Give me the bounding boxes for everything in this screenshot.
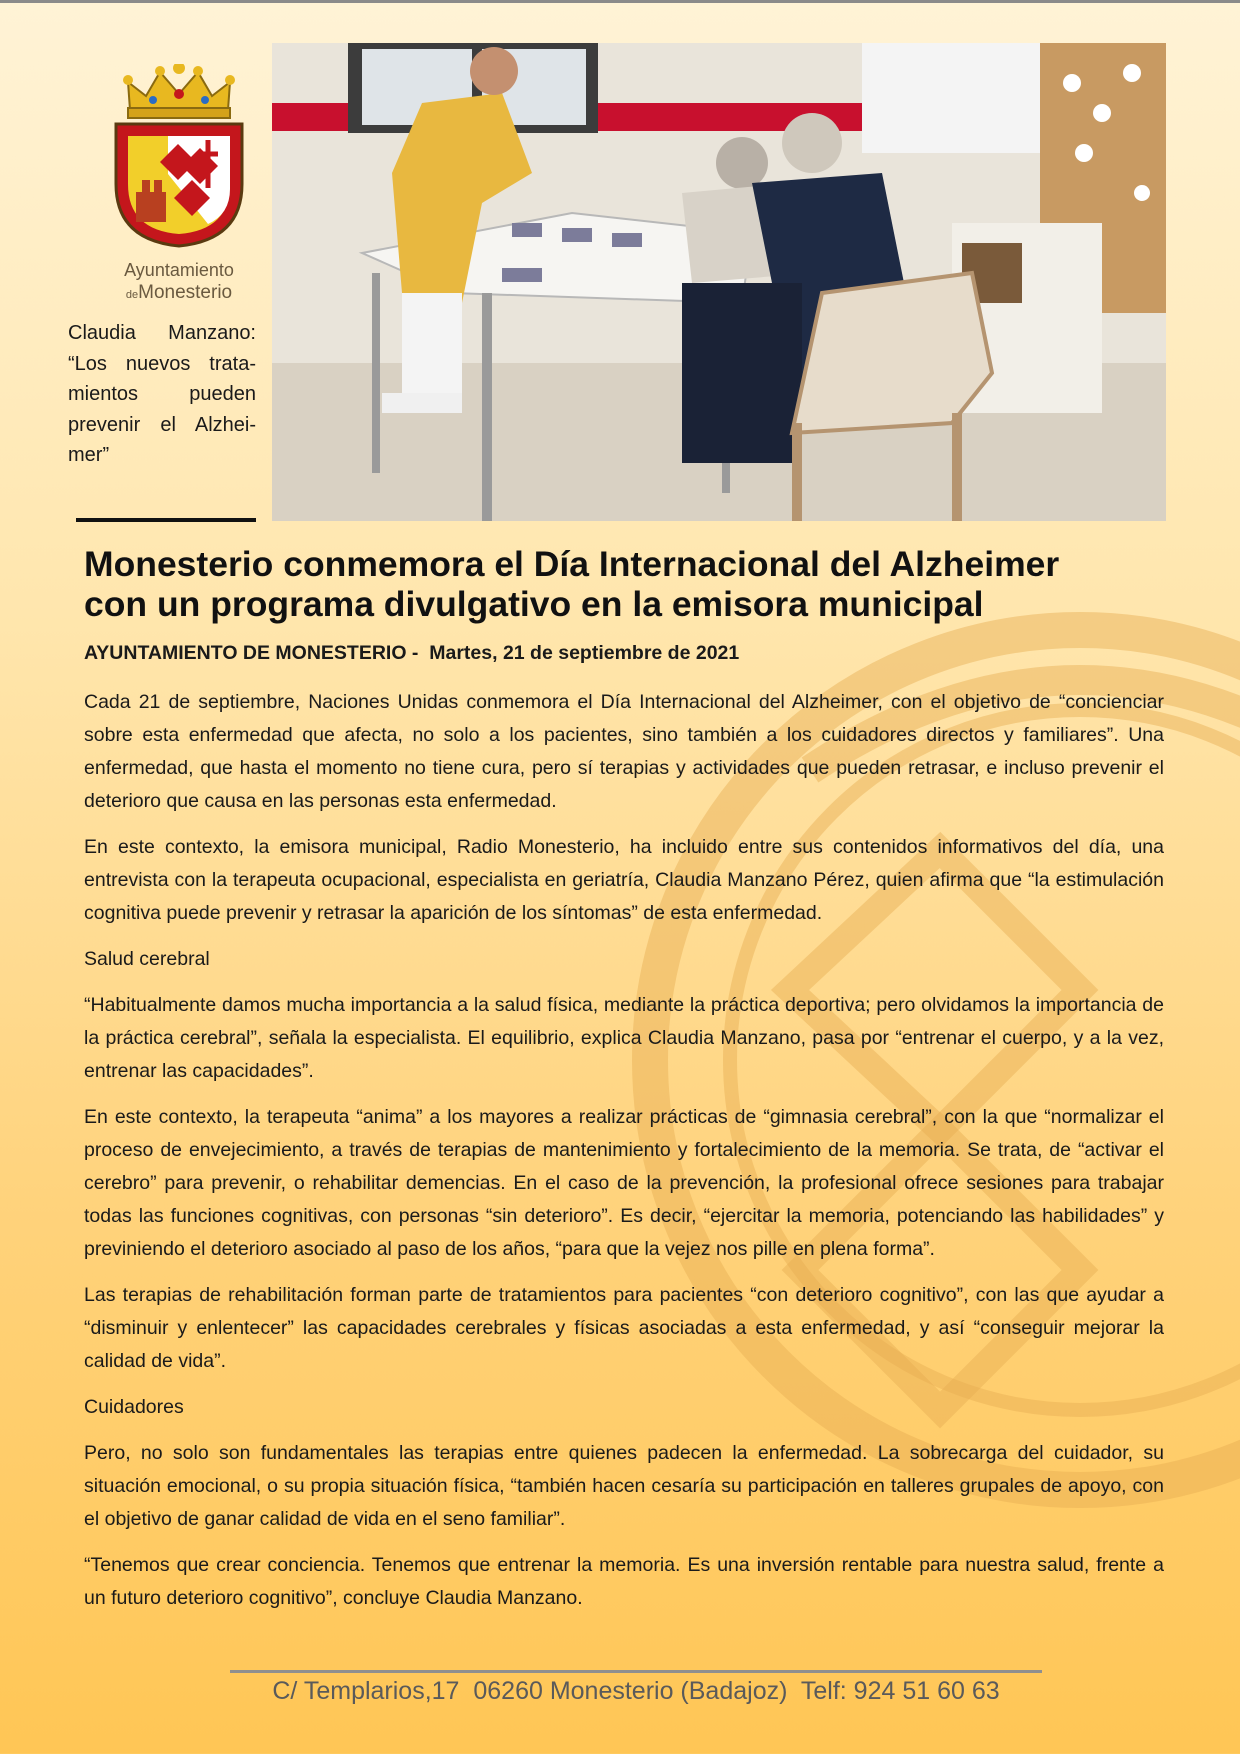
- paragraph-5: Las terapias de rehabilitación forman parte de tratamientos para pacientes “con deterioro cognitivo”, con las que ayudar a “disminuir y enlentecer” las capacidades cerebrales y físicas asociadas a esta enfermedad, y así “conseguir mejorar la calidad de vida”.: [84, 1284, 1164, 1372]
- crest-text-line2: Monesterio: [138, 282, 233, 303]
- top-border: [0, 0, 1240, 3]
- subheading-cuidadores: Cuidadores: [84, 1396, 184, 1418]
- crest-text-prefix: de: [125, 289, 139, 301]
- svg-text:deMonesterio: [126, 282, 232, 303]
- paragraph-2: En este contexto, la emisora municipal, Radio Monesterio, ha incluido entre sus contenidos informativos del día, una entrevista con la terapeuta ocupacional, especialista en geriatría, Claudia Manzano Pérez, quien afirma que “la estimulación cognitiva puede prevenir y retrasar la aparición de los síntomas” de esta enfermedad.: [84, 836, 1164, 924]
- crest-text-line1: Ayuntamiento: [124, 260, 234, 280]
- paragraph-4: En este contexto, la terapeuta “anima” a los mayores a realizar prácticas de “gimnasia cerebral”, con la que “normalizar el proceso de envejecimiento, a través de terapias de mantenimiento y fortalecimiento de la memoria. Se trata, de “activar el cerebro” para prevenir, o rehabilitar demencias. En el caso de la prevención, la profesional ofrece sesiones para trabajar todas las funciones cognitivas, con personas “sin deterioro”. Es decir, “ejercitar la memoria, potenciando las habilidades” y previniendo el deterioro asociado al paso de los años, “para que la vejez nos pille en plena forma”.: [84, 1106, 1164, 1260]
- photo-caption: Claudia Manzano: “Los nuevos trata-mientos pueden prevenir el Alzhei-mer”: [68, 322, 256, 466]
- ayuntamiento-crest-logo: [108, 64, 250, 304]
- caption-rule: [76, 518, 256, 522]
- title-line-2: con un programa divulgativo en la emisora municipal: [84, 584, 984, 624]
- article-title: [84, 544, 1184, 624]
- article-byline: AYUNTAMIENTO DE MONESTERIO - Martes, 21 de septiembre de 2021: [84, 642, 740, 664]
- footer-address: C/ Templarios,17 06260 Monesterio (Badajoz) Telf: 924 51 60 63: [272, 1677, 1000, 1705]
- footer-rule: [230, 1670, 1042, 1673]
- paragraph-6: Pero, no solo son fundamentales las terapias entre quienes padecen la enfermedad. La sobrecarga del cuidador, su situación emocional, o su propia situación física, “también hacen cesaría su participación en talleres grupales de apoyo, con el objetivo de ganar calidad de vida en el seno familiar”.: [84, 1442, 1164, 1530]
- paragraph-7: “Tenemos que crear conciencia. Tenemos que entrenar la memoria. Es una inversión rentable para nuestra salud, frente a un futuro deterioro cognitivo”, concluye Claudia Manzano.: [84, 1554, 1164, 1609]
- paragraph-3: “Habitualmente damos mucha importancia a la salud física, mediante la práctica deportiva; pero olvidamos la importancia de la práctica cerebral”, señala la especialista. El equilibrio, explica Claudia Manzano, pasa por “entrenar el cuerpo, y a la vez, entrenar las capacidades”.: [84, 994, 1164, 1082]
- therapy-session-photo: [272, 43, 1166, 521]
- subheading-salud-cerebral: Salud cerebral: [84, 948, 210, 970]
- article-body: [84, 686, 1164, 1628]
- paragraph-1: Cada 21 de septiembre, Naciones Unidas conmemora el Día Internacional del Alzheimer, con el objetivo de “concienciar sobre esta enfermedad que afecta, no solo a los pacientes, sino también a los cuidadores directos y familiares”. Una enfermedad, que hasta el momento no tiene cura, pero sí terapias y actividades que pueden retrasar, e incluso prevenir el deterioro que causa en las personas esta enfermedad.: [84, 691, 1164, 812]
- title-line-1: Monesterio conmemora el Día Internacional del Alzheimer: [84, 544, 1060, 584]
